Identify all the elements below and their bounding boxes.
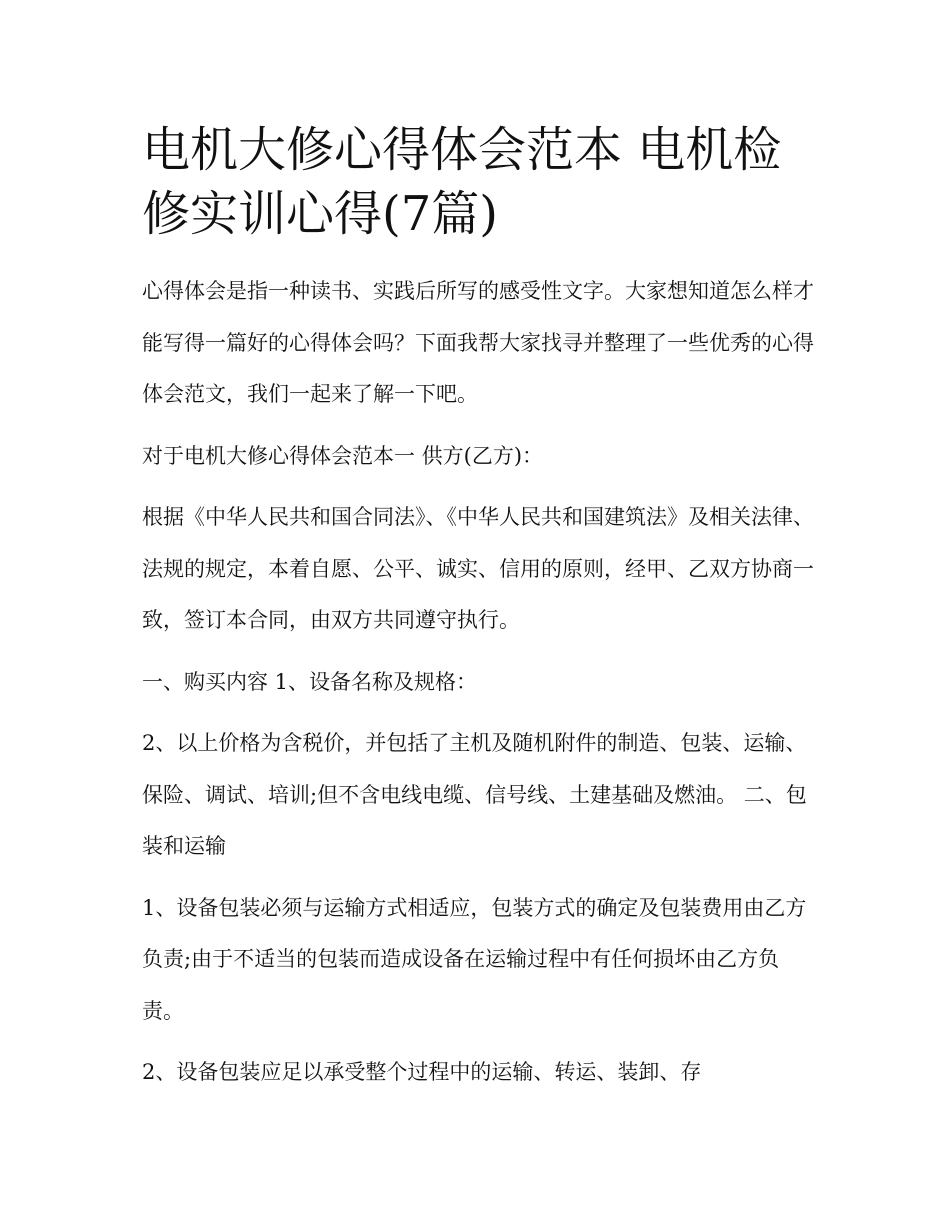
paragraph-purchase-content: 一、购买内容 1、设备名称及规格： <box>142 669 478 694</box>
document-title: 电机大修心得体会范本 电机检修实训心得(7篇) <box>142 122 782 242</box>
paragraph-intro: 心得体会是指一种读书、实践后所写的感受性文字。大家想知道怎么样才能写得一篇好的心得体会吗？下面我帮大家找寻并整理了一些优秀的心得体会范文，我们一起来了解一下吧。 <box>142 279 814 406</box>
paragraph-packaging-1: 1、设备包装必须与运输方式相适应，包装方式的确定及包装费用由乙方负责;由于不适当的包装而造成设备在运输过程中有任何损坏由乙方负责。 <box>142 895 807 1023</box>
paragraph-section-heading: 对于电机大修心得体会范本一 供方(乙方)： <box>142 443 544 468</box>
document-body <box>142 118 814 1099</box>
paragraph-legal-basis: 根据《中华人民共和国合同法》、《中华人民共和国建筑法》及相关法律、法规的规定，本着自愿、公平、诚实、信用的原则，经甲、乙双方协商一致，签订本合同，由双方共同遵守执行。 <box>142 505 814 632</box>
paragraph-price-terms: 2、以上价格为含税价，并包括了主机及随机附件的制造、包装、运输、保险、调试、培训;但不含电线电缆、信号线、土建基础及燃油。 二、包装和运输 <box>142 731 807 858</box>
paragraph-packaging-2: 2、设备包装应足以承受整个过程中的运输、转运、装卸、存 <box>142 1060 702 1084</box>
